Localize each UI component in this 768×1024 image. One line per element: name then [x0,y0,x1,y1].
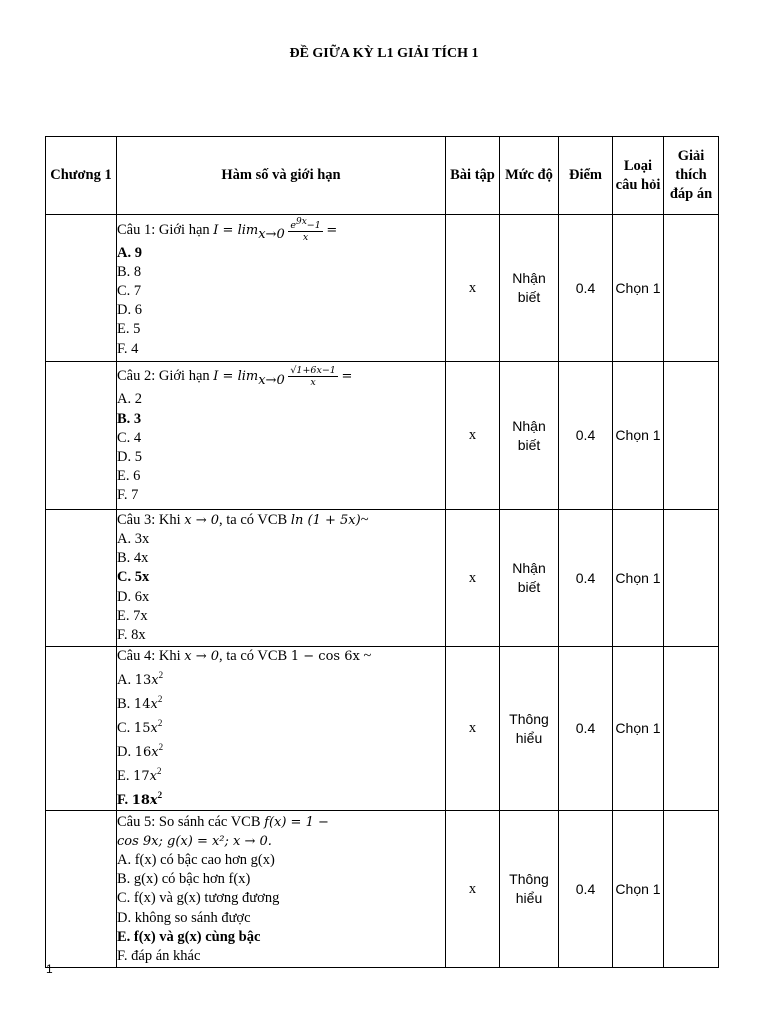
type-cell: Chọn 1 [613,647,664,811]
question-text-cell [117,647,446,811]
question-row [46,215,719,362]
exercise-cell: x [446,362,500,510]
header-question-type: Loại câu hỏi [613,137,664,215]
option: B. g(x) có bậc hơn f(x) [117,871,251,888]
option: A. f(x) có bậc cao hơn g(x) [117,851,275,868]
option: C. $15x^2$ [117,718,163,737]
question-row [46,811,719,968]
option: C. 4 [117,429,142,446]
level-cell: Thông hiểu [500,811,559,968]
level-cell: Nhận biết [500,510,559,647]
option: E. 7x [117,607,148,624]
option: A. $13x^2$ [117,670,164,689]
header-exercise: Bài tập [446,137,500,215]
option: B. 4x [117,550,149,567]
type-cell: Chọn 1 [613,510,664,647]
question-text-cell [117,215,446,362]
explanation-cell [664,811,719,968]
option: E. 5 [117,321,141,338]
option: B. 8 [117,263,142,280]
explanation-cell [664,647,719,811]
level-cell: Thông hiểu [500,647,559,811]
question-row [46,362,719,510]
question-prompt: Câu 3: Khi x → 0, ta có VCB ln (1 + 5x)~ [117,511,369,528]
type-cell: Chọn 1 [613,215,664,362]
explanation-cell [664,215,719,362]
question-row [46,510,719,647]
page-number: 1 [46,962,53,976]
header-explanation: Giải thích đáp án [664,137,719,215]
exercise-cell: x [446,215,500,362]
question-text-cell [117,811,446,968]
option: F. 7 [117,487,139,504]
type-cell: Chọn 1 [613,811,664,968]
chapter-cell [46,510,117,647]
option-correct: A. 9 [117,244,142,261]
document-title: ĐỀ GIỮA KỲ L1 GIẢI TÍCH 1 [289,46,479,61]
option: F. đáp án khác [117,948,201,964]
exercise-cell: x [446,811,500,968]
type-cell: Chọn 1 [613,362,664,510]
question-text-cell [117,362,446,510]
exercise-cell: x [446,647,500,811]
explanation-cell [664,510,719,647]
option: D. 6 [117,302,142,319]
header-score: Điểm [559,137,613,215]
header-chapter: Chương 1 [46,137,117,215]
table-header-row [46,137,719,215]
level-cell: Nhận biết [500,215,559,362]
question-prompt: Câu 2: Giới hạn $I = \lim_{x\to 0}$ $\frac{√1+6x-1}{x}$ = [117,365,353,389]
option: E. 6 [117,468,141,485]
question-prompt: Câu 5: So sánh các VCB f(x) = 1 − cos 9x; g(x) = x²; x → 0. [117,813,329,849]
option-correct: C. 5x [117,569,150,586]
option: C. f(x) và g(x) tương đương [117,890,280,907]
option-correct: F. $18x^2$ [117,790,163,809]
option-correct: E. f(x) và g(x) cùng bậc [117,928,261,945]
chapter-cell [46,362,117,510]
exercise-cell: x [446,510,500,647]
option: D. 5 [117,448,142,465]
question-text-cell [117,510,446,647]
score-cell: 0.4 [559,215,613,362]
option: C. 7 [117,283,142,300]
option: A. 2 [117,391,142,408]
question-row [46,647,719,811]
question-prompt: Câu 1: Giới hạn $I = \lim_{x\to 0}$ $\frac{e^{9x}-1}{x}$ = [117,217,338,244]
chapter-cell [46,647,117,811]
explanation-cell [664,362,719,510]
limit-fraction: $\frac{√1+6x-1}{x}$ [290,365,336,389]
option: D. $16x^2$ [117,742,164,761]
exam-table [45,136,719,968]
level-cell: Nhận biết [500,362,559,510]
score-cell: 0.4 [559,510,613,647]
limit-fraction: $\frac{e^{9x}-1}{x}$ [290,217,321,244]
option: D. 6x [117,588,150,605]
score-cell: 0.4 [559,362,613,510]
option: F. 8x [117,627,146,643]
question-prompt: Câu 4: Khi x → 0, ta có VCB 1 − cos 6x ~ [117,648,372,664]
option: A. 3x [117,530,150,547]
option-correct: B. 3 [117,410,142,427]
header-topic: Hàm số và giới hạn [117,137,446,215]
option: F. 4 [117,340,139,357]
score-cell: 0.4 [559,647,613,811]
header-level: Mức độ [500,137,559,215]
option: B. $14x^2$ [117,694,163,713]
chapter-cell [46,215,117,362]
score-cell: 0.4 [559,811,613,968]
option: E. $17x^2$ [117,766,162,785]
option: D. không so sánh được [117,909,251,926]
chapter-cell [46,811,117,968]
